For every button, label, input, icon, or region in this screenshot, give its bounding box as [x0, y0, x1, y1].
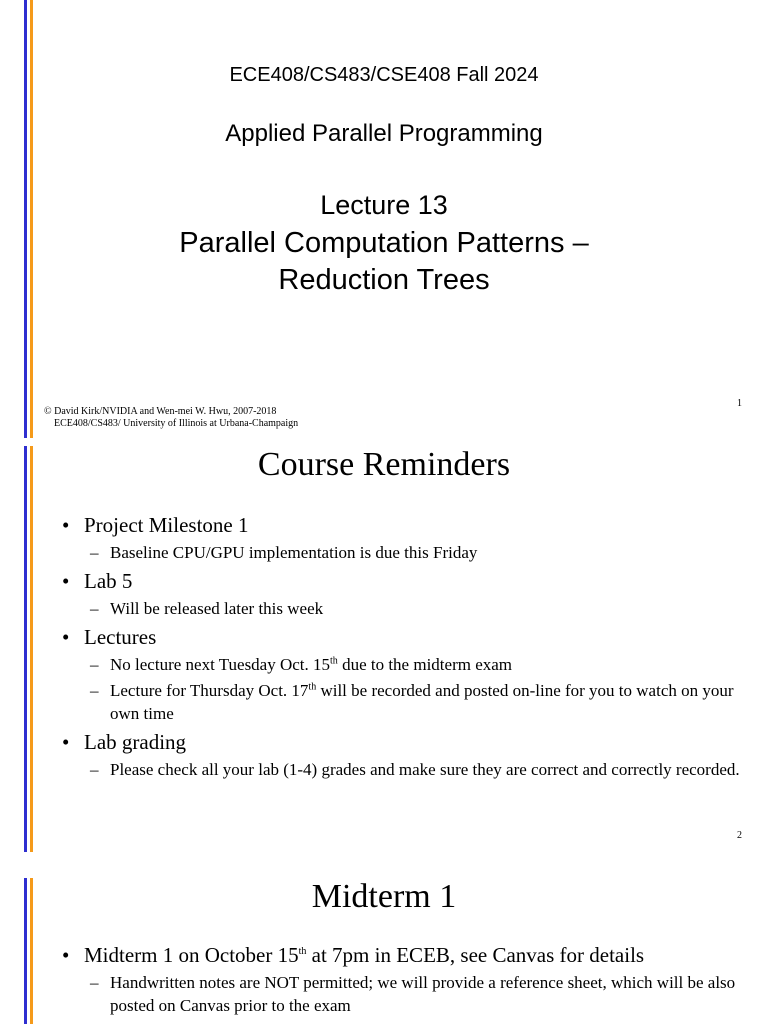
midterm-slide: [0, 878, 768, 1024]
copyright-line1: © David Kirk/NVIDIA and Wen-mei W. Hwu, 2007-2018: [44, 406, 277, 417]
lecture-title-line1: Parallel Computation Patterns –: [179, 227, 589, 259]
bullet-list: [62, 938, 748, 1017]
bullet-item: • Lab 5: [62, 568, 748, 594]
sub-bullet-item: – Please check all your lab (1-4) grades and make sure they are correct and correctly recorded.: [90, 760, 740, 779]
lecture-number: Lecture 13: [320, 190, 448, 220]
reminders-slide: [0, 446, 768, 852]
accent-bar-blue: [24, 446, 27, 852]
slide-title: Midterm 1: [311, 878, 457, 915]
bullet-item: • Lab grading: [62, 729, 748, 755]
sub-bullet-item: – Baseline CPU/GPU implementation is due this Friday: [90, 543, 478, 562]
course-title: Applied Parallel Programming: [225, 120, 543, 147]
course-code: ECE408/CS483/CSE408 Fall 2024: [229, 64, 539, 86]
accent-bar-orange: [30, 446, 33, 852]
bullet-item: • Project Milestone 1: [62, 512, 748, 538]
sub-bullet-item: – Lecture for Thursday Oct. 17th will be recorded and posted on-line for you to watch on your own time: [90, 681, 734, 723]
lecture-title-line2: Reduction Trees: [278, 264, 490, 296]
slide-title: Course Reminders: [257, 446, 511, 483]
title-slide: [0, 0, 768, 438]
page-number: 2: [737, 830, 742, 841]
sub-bullet-item: – No lecture next Tuesday Oct. 15th due to the midterm exam: [90, 655, 513, 674]
bullet-list: [62, 508, 748, 781]
bullet-item: • Midterm 1 on October 15th at 7pm in ECEB, see Canvas for details: [62, 942, 748, 968]
sub-bullet-item: – Handwritten notes are NOT permitted; we will provide a reference sheet, which will be also posted on Canvas prior to the exam: [90, 973, 736, 1015]
copyright-line2: ECE408/CS483/ University of Illinois at Urbana-Champaign: [54, 418, 299, 429]
page-number: 1: [737, 398, 742, 409]
sub-bullet-item: – Will be released later this week: [90, 599, 324, 618]
bullet-item: • Lectures: [62, 624, 748, 650]
